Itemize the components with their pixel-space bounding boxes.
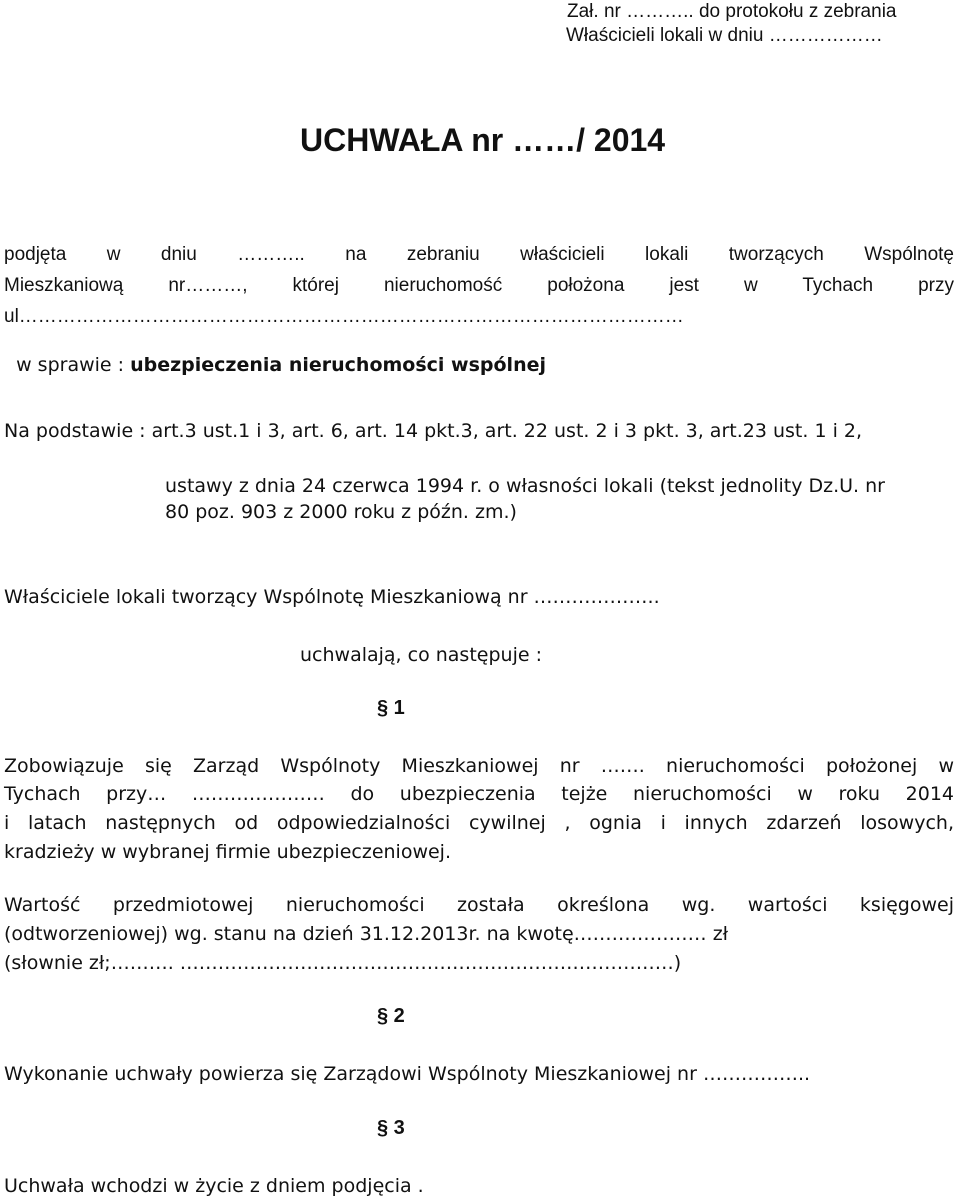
section-2-mark: § 2 xyxy=(377,1005,405,1027)
subject-prefix: w sprawie : xyxy=(16,354,131,376)
subject-text: ubezpieczenia nieruchomości wspólnej xyxy=(130,354,546,376)
section-1-mark: § 1 xyxy=(377,697,405,719)
section-3-mark: § 3 xyxy=(377,1117,405,1139)
section-1-p2-line-2: (odtworzeniowej) wg. stanu na dzień 31.12.2013r. na kwotę………………… zł xyxy=(4,923,729,945)
legal-basis-line-1: Na podstawie : art.3 ust.1 i 3, art. 6, art. 14 pkt.3, art. 22 ust. 2 i 3 pkt. 3, art.23 ust. 1 i 2, xyxy=(4,420,863,442)
owners-line: Właściciele lokali tworzący Wspólnotę Mieszkaniową nr ……………….. xyxy=(4,586,660,608)
resolve-line: uchwalają, co następuje : xyxy=(300,644,542,666)
section-1-p1-line-1: Zobowiązuje się Zarząd Wspólnoty Mieszkaniowej nr ……. nieruchomości położonej w xyxy=(4,755,954,777)
section-1-p1-line-2: Tychach przy… ………………… do ubezpieczenia tejże nieruchomości w roku 2014 xyxy=(4,783,954,805)
header-line-1: Zał. nr ……….. do protokołu z zebrania xyxy=(567,1,897,22)
intro-line-2: Mieszkaniową nr………, której nieruchomość położona jest w Tychach przy xyxy=(4,275,954,296)
section-1-p1-line-3: i latach następnych od odpowiedzialności cywilnej , ognia i innych zdarzeń losowych, xyxy=(4,812,954,834)
legal-basis-line-3: 80 poz. 903 z 2000 roku z późn. zm.) xyxy=(165,501,517,523)
section-2-p1-line-1: Wykonanie uchwały powierza się Zarządowi Wspólnoty Mieszkaniowej nr …………….. xyxy=(4,1063,811,1085)
intro-line-1: podjęta w dniu ……….. na zebraniu właścicieli lokali tworzących Wspólnotę xyxy=(4,244,954,265)
header-line-2: Właścicieli lokali w dniu ……………… xyxy=(566,25,883,46)
section-1-p1-line-4: kradzieży w wybranej firmie ubezpieczeniowej. xyxy=(4,841,452,863)
intro-line-3: ul…………………………………………………………………………………………… xyxy=(4,306,684,327)
subject-line xyxy=(4,329,546,377)
section-1-p2-line-3: (słownie zł;………. ……………………………………………………………………) xyxy=(4,952,682,974)
resolution-title: UCHWAŁA nr ……/ 2014 xyxy=(300,122,666,158)
legal-basis-line-2: ustawy z dnia 24 czerwca 1994 r. o własności lokali (tekst jednolity Dz.U. nr xyxy=(165,475,885,497)
section-1-p2-line-1: Wartość przedmiotowej nieruchomości została określona wg. wartości księgowej xyxy=(4,894,954,916)
section-3-p1-line-1: Uchwała wchodzi w życie z dniem podjęcia . xyxy=(4,1175,424,1197)
